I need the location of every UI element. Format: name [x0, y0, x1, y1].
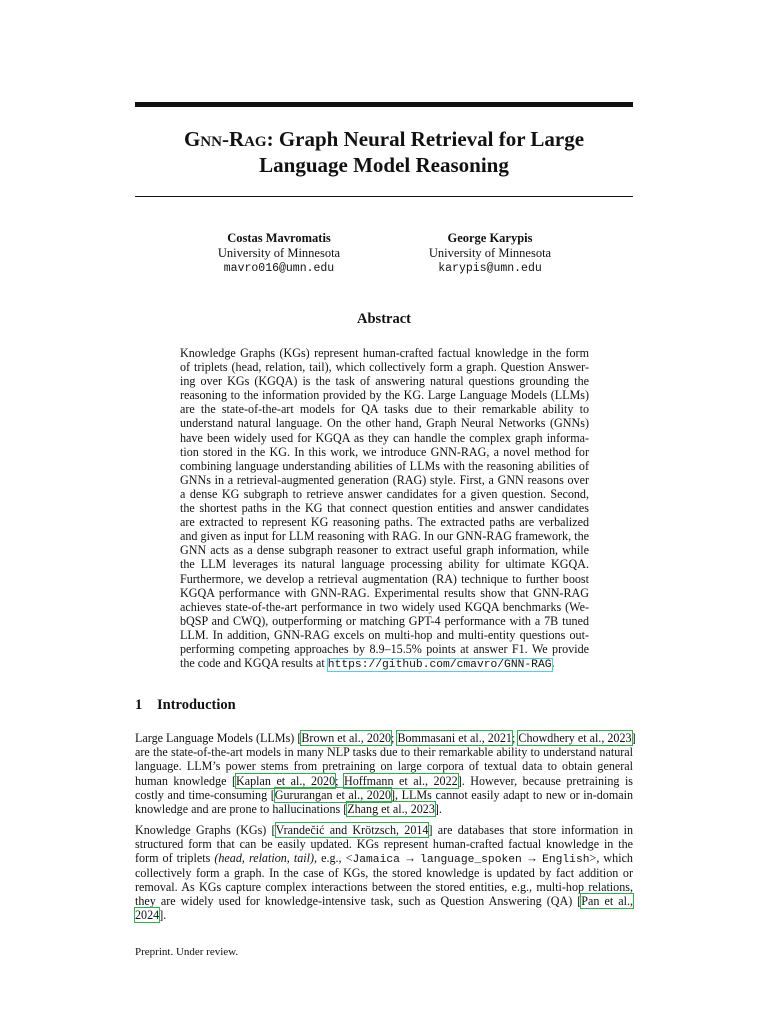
title-line-1: Gnn-Rag: Graph Neural Retrieval for Large — [183, 127, 585, 151]
abstract-line: have been widely used for KGQA as they can handle the complex graph informa- — [180, 430, 589, 445]
author-affiliation: University of Minnesota — [217, 246, 341, 260]
abstract-line: the code and KGQA results at https://github.com/cmavro/GNN-RAG. — [180, 656, 555, 672]
abstract-line: reasoning to the information provided by the KG. Large Language Models (LLMs) — [180, 388, 589, 403]
citation-link[interactable]: Pan et al., — [581, 893, 633, 908]
section-number: 1 — [135, 697, 143, 713]
abstract-line: Knowledge Graphs (KGs) represent human-crafted factual knowledge in the form — [180, 346, 589, 360]
abstract-line: LLM. In addition, GNN-RAG excels on multi-hop and multi-entity questions out- — [180, 627, 589, 642]
citation-link[interactable]: Bommasani et al., 2021 — [397, 731, 512, 745]
citation-link[interactable]: Zhang et al., 2023 — [347, 801, 435, 816]
title-bottom-rule — [135, 196, 633, 197]
abstract-line: are extracted to represent KG reasoning paths. The extracted paths are verbalized — [180, 515, 589, 530]
abstract-line: KGQA performance with GNN-RAG. Experimental results show that GNN-RAG — [180, 585, 589, 600]
title-line-2: Language Model Reasoning — [259, 153, 509, 177]
abstract-line: ing over KGs (KGQA) is the task of answering natural questions grounding the — [180, 374, 589, 389]
paragraph-line: Knowledge Graphs (KGs) [Vrandečić and Krötzsch, 2014] are databases that store information in — [135, 823, 634, 837]
paragraph-line: form of triplets (head, relation, tail), e.g., <Jamaica → language_spoken → English>, which — [135, 851, 633, 867]
paragraph-line: are the state-of-the-art models in many NLP tasks due to their remarkable ability to understand natural — [135, 745, 633, 760]
abstract-line: GNNs in a retrieval-augmented generation (RAG) style. First, a GNN reasons over — [180, 472, 589, 487]
paragraph-line: Large Language Models (LLMs) [Brown et al., 2020; Bommasani et al., 2021; Chowdhery et al., 2023] — [135, 731, 636, 745]
citation-link[interactable]: Vrandečić and Krötzsch, 2014 — [275, 823, 429, 837]
abstract-heading: Abstract — [357, 311, 411, 327]
arrow-symbol: → — [403, 851, 417, 866]
abstract-line: understand natural language. On the other hand, Graph Neural Networks (GNNs) — [180, 416, 589, 431]
paragraph-line: removal. As KGs capture complex interactions between the stored entities, e.g., multi-hop relations, — [135, 879, 633, 894]
abstract-line: of triplets (head, relation, tail), which collectively form a graph. Question Answer- — [180, 360, 589, 375]
citation-link[interactable]: Gururangan et al., 2020 — [274, 787, 391, 802]
paragraph-line: structured form that can be easily updated. KGs represent human-crafted factual knowledge in the — [135, 837, 633, 852]
author-block-2 — [390, 231, 590, 276]
paragraph-line: language. LLM’s power stems from pretraining on large corpora of textual data to obtain general — [135, 759, 633, 774]
author-email: karypis@umn.edu — [438, 262, 542, 275]
arrow-symbol: → — [525, 851, 538, 866]
abstract-line: GNN acts as a dense subgraph reasoner to extract useful graph information, while — [180, 543, 589, 558]
abstract-line: the shortest paths in the KG that connect question entities and answer candidates — [180, 501, 589, 516]
citation-link[interactable]: Brown et al., 2020 — [301, 731, 392, 745]
method-name-right: Rag — [228, 127, 267, 151]
abstract-body — [180, 346, 589, 670]
citation-link[interactable]: Chowdhery et al., 2023 — [518, 731, 632, 745]
abstract-line: and given as input for LLM reasoning with RAG. In our GNN-RAG framework, the — [180, 529, 589, 544]
abstract-line: a dense KG subgraph to retrieve answer candidates for a given question. Second, — [180, 486, 589, 501]
paper-title — [135, 126, 633, 178]
abstract-line: are the state-of-the-art models for QA tasks due to their remarkable ability to — [180, 402, 589, 417]
section-heading — [135, 697, 236, 714]
author-name: Costas Mavromatis — [227, 231, 331, 245]
section-title: Introduction — [157, 697, 236, 713]
author-email: mavro016@umn.edu — [223, 262, 335, 275]
github-link[interactable]: https://github.com/cmavro/GNN-RAG — [327, 659, 552, 672]
paragraph-line: 2024]. — [135, 908, 167, 923]
intro-paragraph-1 — [135, 731, 636, 816]
abstract-line: combining language understanding abilities of LLMs with the reasoning abilities of — [180, 458, 589, 473]
citation-link[interactable]: Kaplan et al., 2020 — [236, 773, 336, 788]
abstract-line: bQSP and CWQ), outperforming or matching GPT-4 performance with a 7B tuned — [180, 613, 589, 628]
author-affiliation: University of Minnesota — [428, 246, 552, 260]
citation-link[interactable]: 2024 — [135, 908, 160, 923]
paragraph-line: knowledge and are prone to hallucinations [Zhang et al., 2023]. — [135, 801, 442, 816]
paragraph-line: human knowledge [Kaplan et al., 2020; Hoffmann et al., 2022]. However, because pretraining is — [135, 773, 634, 788]
paragraph-line: collectively form a graph. In the case of KGs, the stored knowledge is updated by fact addition or — [135, 865, 633, 880]
author-name: George Karypis — [447, 231, 533, 245]
abstract-line: achieves state-of-the-art performance in two widely used KGQA benchmarks (We- — [180, 599, 589, 614]
abstract-line: tion stored in the KG. In this work, we introduce GNN-RAG, a novel method for — [180, 444, 589, 459]
preprint-footer: Preprint. Under review. — [135, 946, 239, 958]
method-name-left: Gnn — [183, 127, 222, 151]
paragraph-line: they are widely used for knowledge-intensive task, such as Question Answering (QA) [Pan et al., — [135, 893, 633, 908]
paragraph-line: costly and time-consuming [Gururangan et al., 2020], LLMs cannot easily adapt to new or in-domain — [135, 787, 633, 802]
abstract-line: Furthermore, we develop a retrieval augmentation (RA) technique to further boost — [180, 571, 589, 586]
citation-link[interactable]: Hoffmann et al., 2022 — [344, 773, 458, 788]
abstract-line: the LLM leverages its natural language processing ability for ultimate KGQA. — [180, 557, 589, 572]
abstract-line: performing competing approaches by 8.9–15.5% points at answer F1. We provide — [180, 641, 589, 656]
title-top-rule — [135, 102, 633, 107]
author-block-1 — [179, 231, 379, 276]
intro-paragraph-2 — [135, 823, 633, 922]
